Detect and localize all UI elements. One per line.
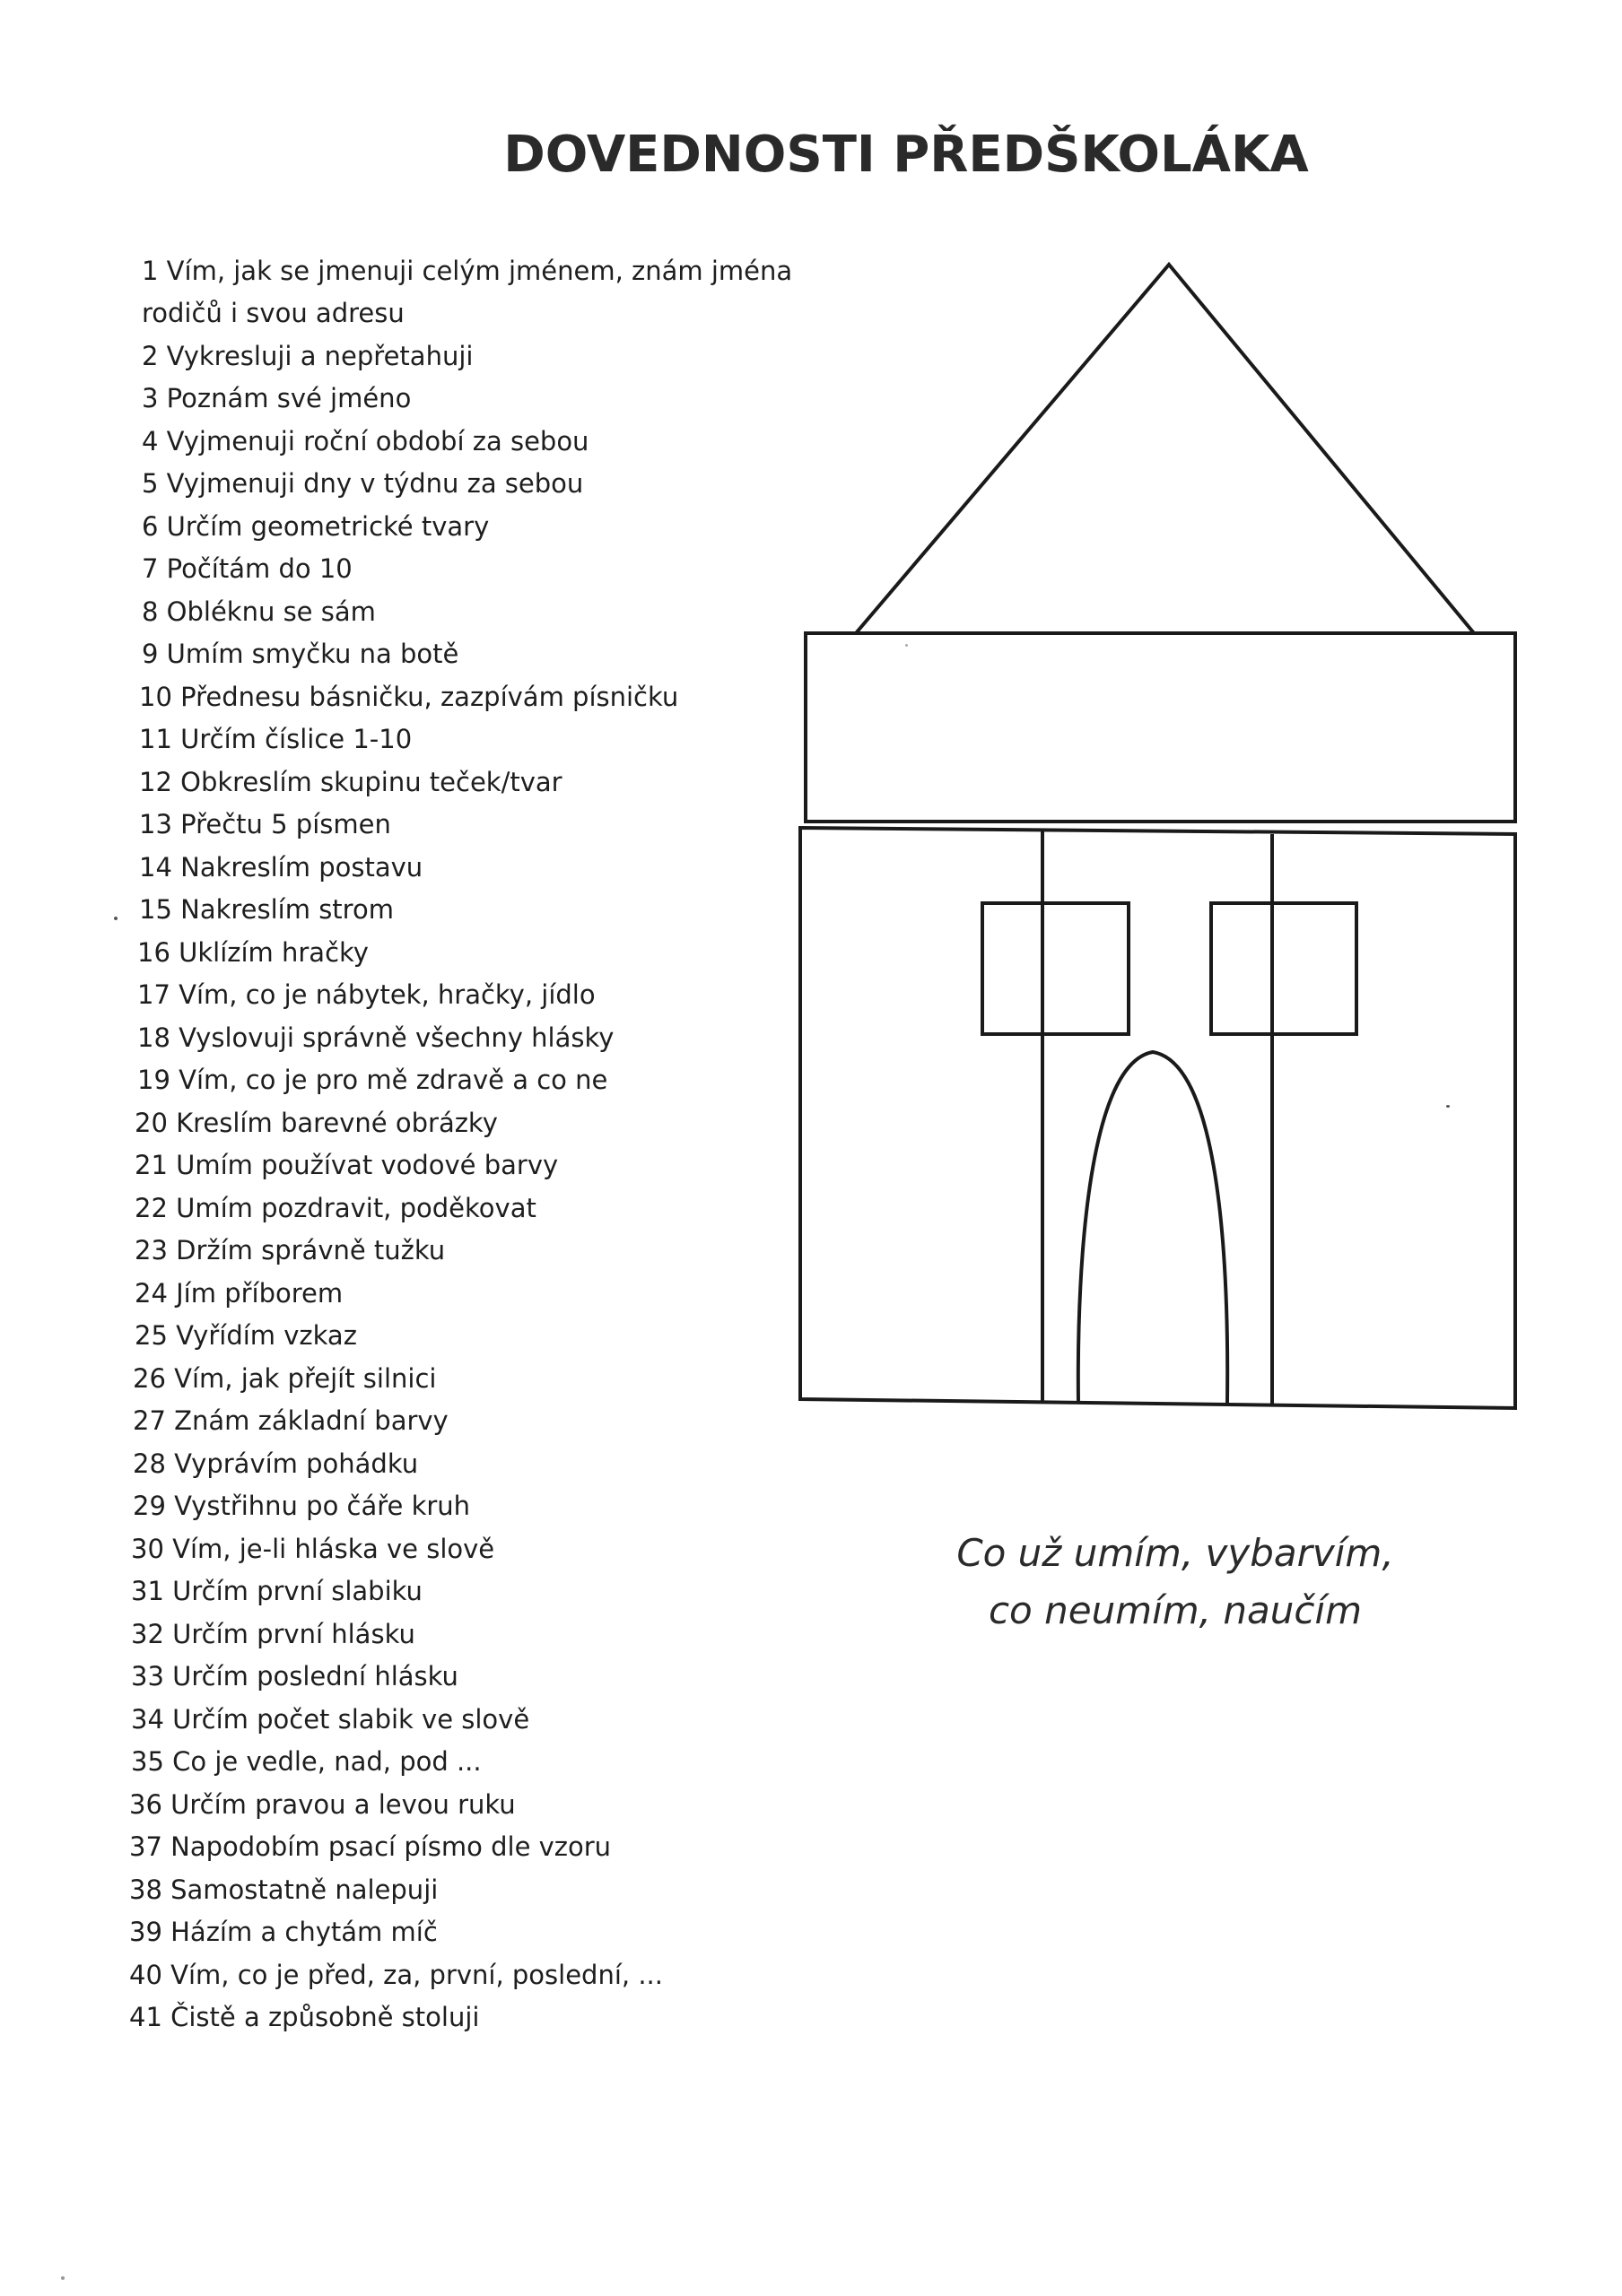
list-item: 9 Umím smyčku na botě [142,639,459,669]
page-title: DOVEDNOSTI PŘEDŠKOLÁKA [503,126,1309,184]
list-item: 3 Poznám své jméno [142,383,412,413]
house-roof [856,265,1474,633]
list-item: 11 Určím číslice 1-10 [139,724,413,754]
motto-line-1: Co už umím, vybarvím, [956,1531,1394,1575]
list-item: 16 Uklízím hračky [137,937,369,968]
scan-speck [905,644,908,647]
list-item: 6 Určím geometrické tvary [142,511,490,542]
scan-speck [1446,1105,1450,1108]
list-item: 32 Určím první hlásku [131,1619,415,1649]
list-item: 20 Kreslím barevné obrázky [135,1108,498,1138]
list-item: 1 Vím, jak se jmenuji celým jménem, znám jména [142,256,793,286]
list-item: 19 Vím, co je pro mě zdravě a co ne [137,1065,608,1095]
list-item: 38 Samostatně nalepuji [129,1874,439,1905]
list-item: 35 Co je vedle, nad, pod ... [131,1746,482,1777]
list-item: 10 Přednesu básničku, zazpívám písničku [139,682,679,712]
house-door [1078,1052,1227,1403]
list-item: rodičů i svou adresu [142,298,405,328]
list-item: 31 Určím první slabiku [131,1576,423,1606]
list-item: 40 Vím, co je před, za, první, poslední, ... [129,1960,663,1990]
list-item: 18 Vyslovuji správně všechny hlásky [137,1022,615,1053]
house-drawing [780,251,1534,1417]
list-item: 7 Počítám do 10 [142,553,353,584]
list-item: 26 Vím, jak přejít silnici [133,1363,437,1394]
list-item: 23 Držím správně tužku [135,1235,446,1265]
list-item: 25 Vyřídím vzkaz [135,1320,357,1351]
list-item: 29 Vystřihnu po čáře kruh [133,1491,471,1521]
list-item: 33 Určím poslední hlásku [131,1661,458,1692]
house-body [800,828,1515,1408]
list-item: 37 Napodobím psací písmo dle vzoru [129,1831,612,1862]
list-item: 5 Vyjmenuji dny v týdnu za sebou [142,468,584,499]
list-item: 15 Nakreslím strom [139,894,394,925]
list-item: 22 Umím pozdravit, poděkovat [135,1193,536,1223]
list-item: 41 Čistě a způsobně stoluji [129,2002,480,2032]
list-item: 8 Obléknu se sám [142,596,376,627]
scan-speck [114,917,118,920]
list-item: 12 Obkreslím skupinu teček/tvar [139,767,562,797]
list-item: 30 Vím, je-li hláska ve slově [131,1534,495,1564]
list-item: 24 Jím příborem [135,1278,344,1309]
list-item: 4 Vyjmenuji roční období za sebou [142,426,589,457]
list-item: 27 Znám základní barvy [133,1405,449,1436]
list-item: 36 Určím pravou a levou ruku [129,1789,516,1820]
list-item: 2 Vykresluji a nepřetahuji [142,341,474,371]
list-item: 28 Vyprávím pohádku [133,1448,419,1479]
list-item: 14 Nakreslím postavu [139,852,423,883]
left-window [982,903,1129,1034]
list-item: 21 Umím používat vodové barvy [135,1150,559,1180]
list-item: 39 Házím a chytám míč [129,1917,438,1947]
list-item: 17 Vím, co je nábytek, hračky, jídlo [137,979,596,1010]
list-item: 34 Určím počet slabik ve slově [131,1704,530,1735]
motto-line-2: co neumím, naučím [988,1588,1363,1632]
right-window [1211,903,1356,1034]
scan-speck [61,2276,65,2280]
house-attic [806,633,1515,822]
skills-list [0,0,807,2063]
list-item: 13 Přečtu 5 písmen [139,809,391,839]
